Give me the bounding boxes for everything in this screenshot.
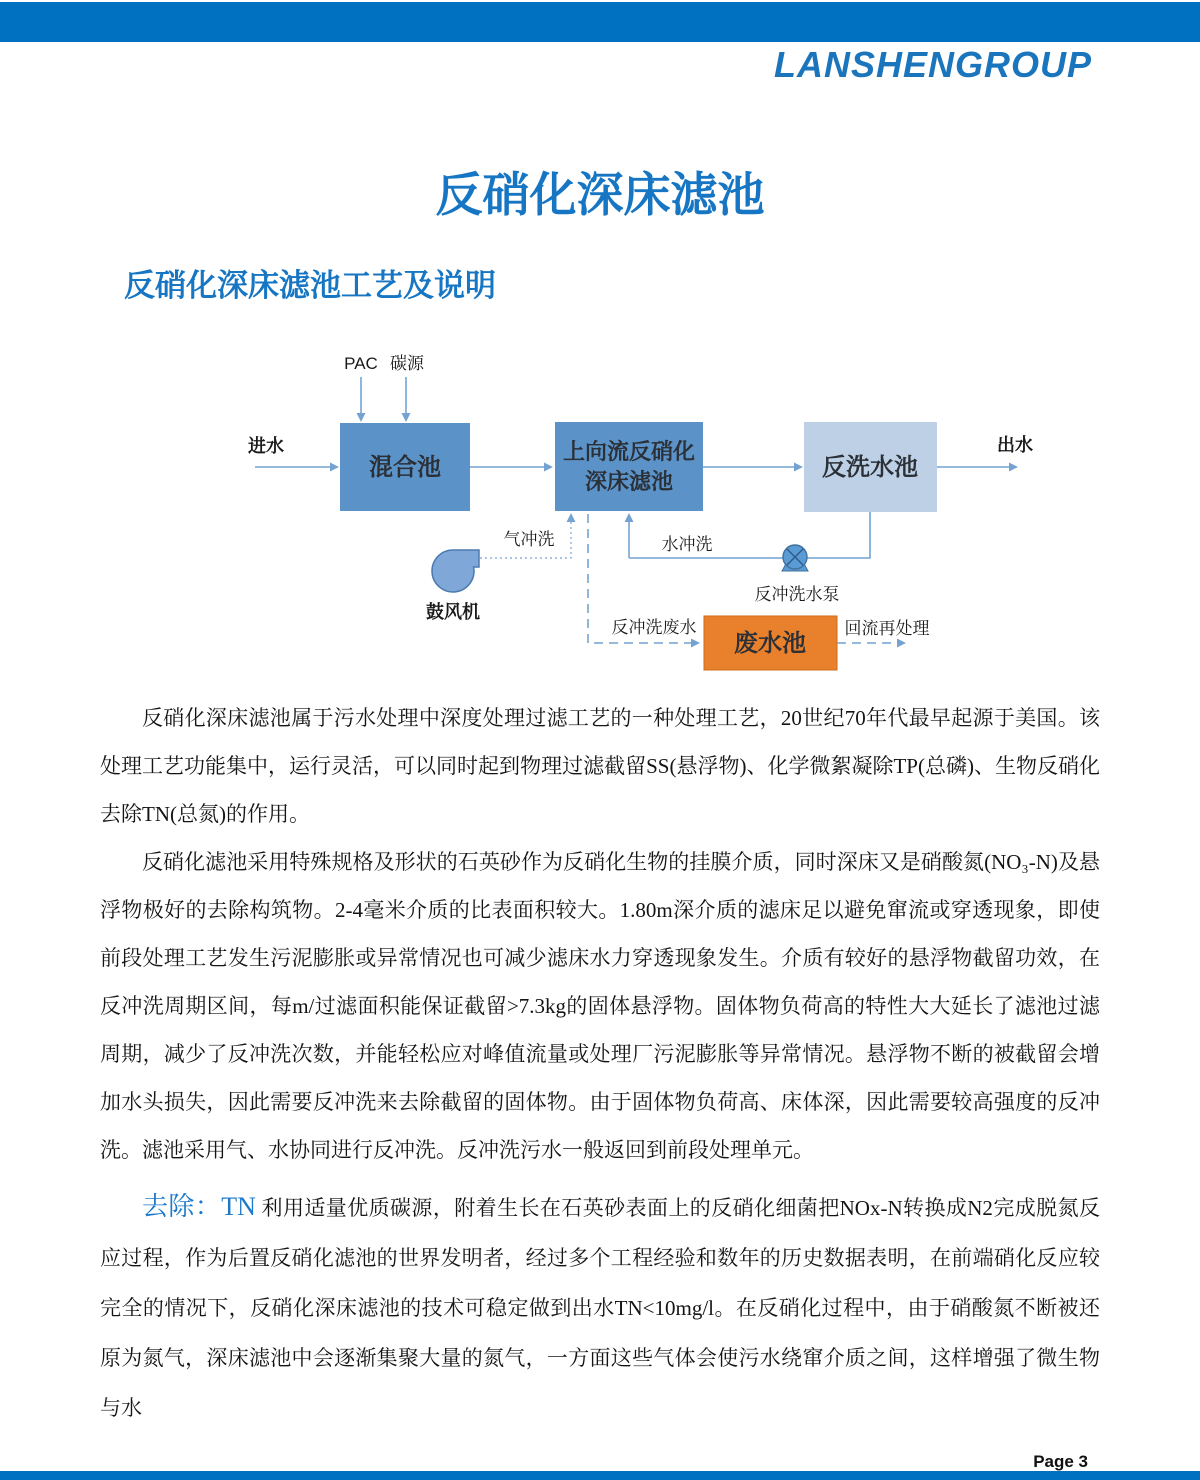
- inflow-label: 进水: [248, 436, 284, 456]
- air-wash-arrowhead: [567, 513, 576, 522]
- pac-label: PAC: [344, 354, 378, 373]
- carbon-feed-arrowhead: [402, 413, 411, 422]
- blower-label: 鼓风机: [426, 602, 480, 622]
- recycle-arrowhead: [897, 639, 906, 648]
- top-bar: [0, 2, 1200, 42]
- paragraph-3: [100, 1182, 1100, 1433]
- section-heading: 反硝化深床滤池工艺及说明: [124, 268, 496, 303]
- water-wash-arrowhead: [625, 513, 634, 522]
- page-title: 反硝化深床滤池: [435, 170, 765, 222]
- filter-to-tank-arrowhead: [794, 463, 803, 472]
- filter-tank-box: [555, 422, 703, 511]
- backwash-waste-arrowhead: [691, 639, 700, 648]
- backwash-waste-label: 反冲洗废水: [611, 618, 697, 637]
- paragraph-3-rest: 利用适量优质碳源，附着生长在石英砂表面上的反硝化细菌把NOx-N转换成N2完成脱氮反应过程，作为后置反硝化滤池的世界发明者，经过多个工程经验和数年的历史数据表明，在前端硝化反应较完全的情况下，反硝化深床滤池的技术可稳定做到出水TN<10mg/l。在反硝化过程中，由于硝酸氮不断被还原为氮气，深床滤池中会逐渐集聚大量的氮气，一方面这些气体会使污水绕窜介质之间，这样增强了微生物与水: [100, 1196, 1100, 1420]
- air-wash-label: 气冲洗: [503, 530, 555, 549]
- outflow-arrowhead: [1009, 463, 1018, 472]
- paragraph-1: 反硝化深床滤池属于污水处理中深度处理过滤工艺的一种处理工艺，20世纪70年代最早起源于美国。该处理工艺功能集中，运行灵活，可以同时起到物理过滤截留SS(悬浮物)、化学微絮凝除TP(总磷)、生物反硝化去除TN(总氮)的作用。: [100, 706, 1100, 826]
- process-flow-svg: [230, 340, 1070, 685]
- mix-to-filter-arrowhead: [544, 463, 553, 472]
- paragraph-2: 反硝化滤池采用特殊规格及形状的石英砂作为反硝化生物的挂膜介质，同时深床又是硝酸氮(NO₃-N)及悬浮物极好的去除构筑物。2-4毫米介质的比表面积较大。1.80m深介质的滤床足以避免窜流或穿透现象，即使前段处理工艺发生污泥膨胀或异常情况也可减少滤床水力穿透现象发生。介质有较好的悬浮物截留功效，在反冲洗周期区间，每m/过滤面积能保证截留>7.3kg的固体悬浮物。固体物负荷高的特性大大延长了滤池过滤周期，减少了反冲洗次数，并能轻松应对峰值流量或处理厂污泥膨胀等异常情况。悬浮物不断的被截留会增加水头损失，因此需要反冲洗来去除截留的固体物。由于固体物负荷高、床体深，因此需要较高强度的反冲洗。滤池采用气、水协同进行反冲洗。反冲洗污水一般返回到前段处理单元。: [100, 850, 1100, 1162]
- backwash-pump-label: 反冲洗水泵: [754, 585, 840, 604]
- carbon-source-label: 碳源: [390, 354, 424, 373]
- pac-feed-arrowhead: [357, 413, 366, 422]
- inflow-arrowhead: [330, 463, 339, 472]
- recycle-label: 回流再处理: [844, 619, 930, 638]
- filter-tank-label-line2: 深床滤池: [584, 469, 674, 494]
- filter-tank-label-line1: 上向流反硝化: [562, 439, 696, 464]
- company-logo: LANSHENGROUP: [773, 44, 1092, 85]
- mixing-tank-label: 混合池: [369, 454, 441, 481]
- process-flow-diagram: [230, 340, 1070, 685]
- bottom-bar: [0, 1471, 1200, 1480]
- outflow-label: 出水: [997, 435, 1033, 455]
- waste-tank-label: 废水池: [734, 630, 806, 657]
- water-wash-label: 水冲洗: [661, 535, 713, 554]
- backwash-tank-label: 反洗水池: [822, 454, 918, 481]
- paragraph-3-lead: 去除：TN: [142, 1192, 256, 1221]
- body-text: [100, 694, 1100, 1433]
- blower-icon: [432, 550, 479, 592]
- page-number: Page 3: [1033, 1452, 1088, 1471]
